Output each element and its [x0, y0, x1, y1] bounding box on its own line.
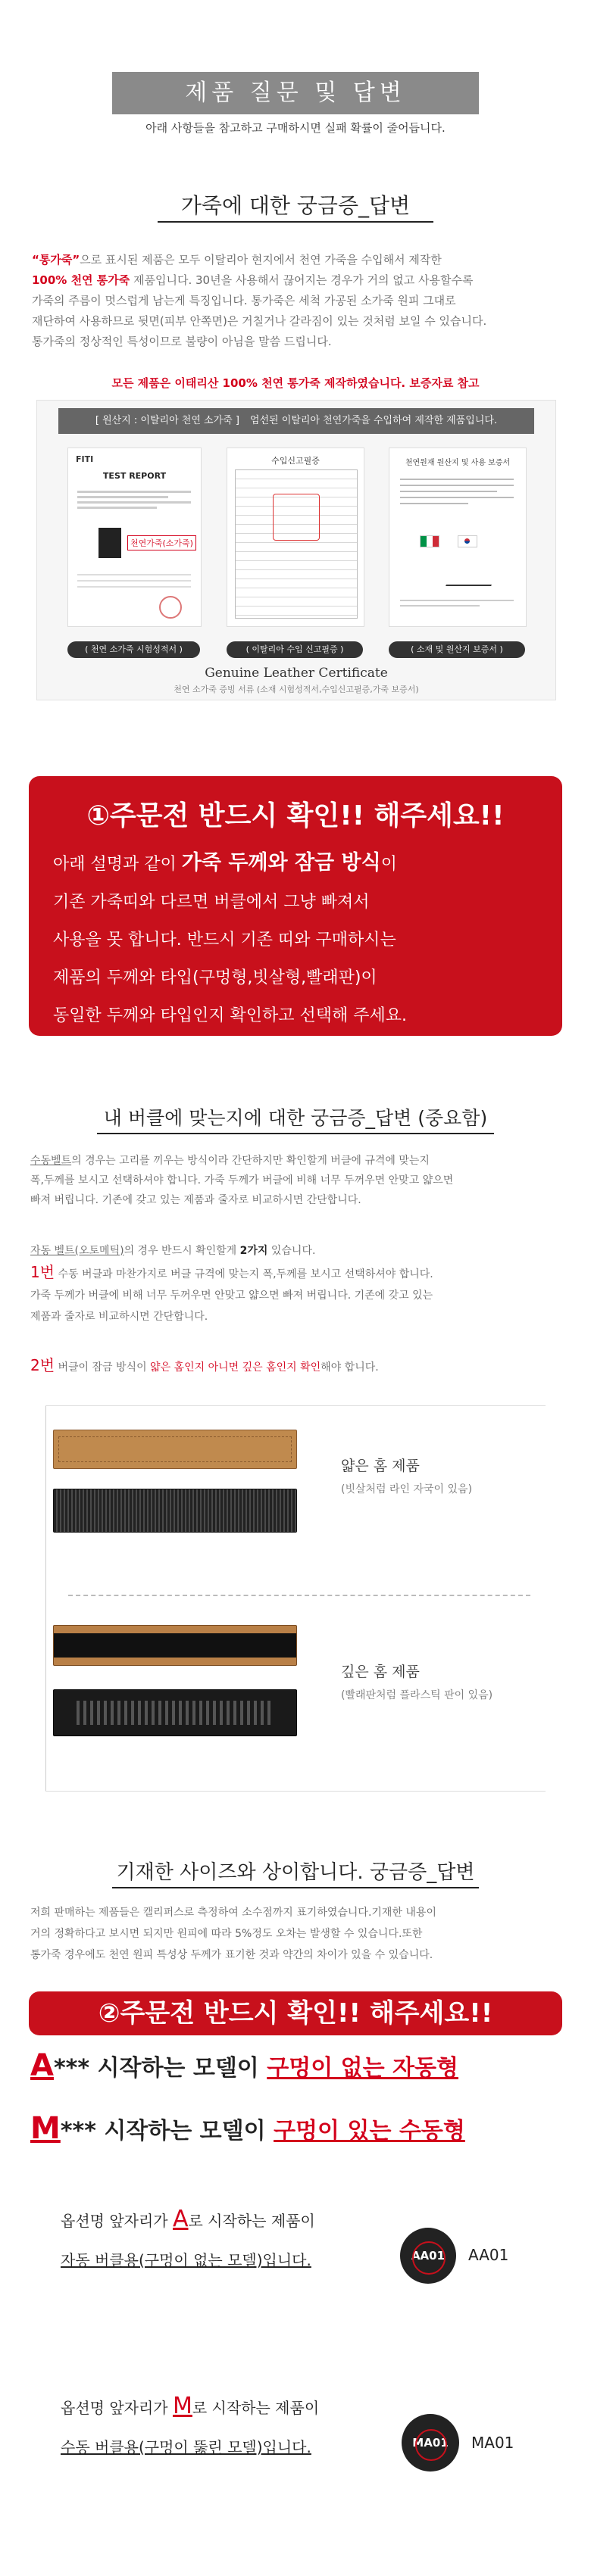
import-declaration-document — [227, 448, 364, 627]
thin-groove-sub: (빗살처럼 라인 자국이 있음) — [341, 1483, 473, 1495]
leather-paragraph — [32, 250, 562, 352]
caption-import-declaration: ( 이탈리아 수입 신고필증 ) — [227, 641, 363, 658]
manual-belt-label: 수동벨트 — [30, 1155, 72, 1167]
warning-1-line-5: 동일한 두께와 타입인지 확인하고 선택해 주세요. — [53, 1006, 408, 1025]
test-report-title: TEST REPORT — [102, 471, 167, 481]
size-title: 기재한 사이즈와 상이합니다. 궁금증_답변 — [116, 1861, 475, 1884]
italy-flag-icon — [420, 535, 439, 547]
number-1-label: 1번 — [30, 1263, 55, 1281]
buckle-paragraph-1: 수동벨트의 경우는 고리를 끼우는 방식이라 간단하지만 확인할게 버클에 규격에 맞는지 폭,두께를 보시고 선택하셔야 합니다. 가죽 두께가 버클에 비해 너무 두꺼우면 안맞고 얇으면 빠져 버립니다. 기존에 갖고 있는 제품과 줄자로 비교하시면 간단합니다. — [30, 1155, 454, 1206]
buckle-title: 내 버클에 맞는지에 대한 궁금증_답변 (중요함) — [103, 1107, 488, 1129]
model-m-badge-text: MA01 — [412, 2436, 449, 2450]
report-text-lines — [77, 488, 191, 512]
warning-1-line-2: 기존 가죽띠와 다르면 버클에서 그냥 빠져서 — [53, 893, 370, 912]
deep-groove-sub: (빨래판처럼 플라스틱 판이 있음) — [341, 1689, 493, 1701]
import-declaration-title: 수입신고필증 — [271, 456, 320, 466]
leather-line-1: “통가죽”으로 표시된 제품은 모두 이탈리아 현지에서 천연 가죽을 수입해서 제작한 — [32, 253, 442, 267]
model-a-badge — [400, 2228, 456, 2284]
model-m-code: MA01 — [471, 2434, 514, 2452]
size-paragraph: 저희 판매하는 제품들은 캘리퍼스로 측정하여 소수점까지 표기하였습니다.기재한 내용이 거의 정확하다고 보시면 되지만 원피에 따라 5%정도 오차는 발생할 수 있습니다.또한 통가죽 경우에도 천연 원피 특성상 두께가 표기한 것과 약간의 차이가 있을 수 있습니다. — [30, 1907, 436, 1961]
origin-guarantee-title: 천연원재 원산지 및 사용 보증서 — [405, 459, 511, 467]
test-report-document — [67, 448, 202, 627]
warning-2-title: ②주문전 반드시 확인!! 해주세요!! — [98, 1998, 493, 2029]
model-a-code: AA01 — [468, 2246, 509, 2264]
certificate-footer-title: Genuine Leather Certificate — [205, 666, 388, 681]
thin-groove-belt-tan — [53, 1430, 297, 1469]
panel-top-border — [45, 1405, 546, 1406]
panel-left-border — [45, 1405, 46, 1792]
buckle-paragraph-2: 자동 벨트(오토메틱)의 경우 반드시 확인할게 2가지 있습니다. 1번 수동 버클과 마찬가지로 버클 규격에 맞는지 폭,두께를 보시고 선택하셔야 합니다. 가죽 두께가 버클에 비해 너무 두꺼우면 안맞고 얇으면 빠져 버립니다. 기존에 갖고 있는 제품과 줄자로 비교하시면 간단합니다. — [30, 1245, 433, 1323]
buckle-paragraph-3: 2번 버클이 잠금 방식이 얇은 홈인지 아니면 깊은 홈인지 확인해야 합니다. — [30, 1356, 379, 1374]
warning-1-line-3: 사용을 못 합니다. 반드시 기존 띠와 구매하시는 — [53, 931, 396, 950]
buckle-title-underline — [97, 1133, 494, 1134]
warning-1-body — [53, 844, 546, 1035]
warning-1-line-1: 아래 설명과 같이 가죽 두께와 잠금 방식이 — [53, 851, 397, 875]
size-title-underline — [112, 1887, 479, 1888]
guarantee-text-lines — [400, 474, 514, 509]
model-m-badge — [402, 2414, 459, 2472]
leather-notice: 모든 제품은 이태리산 100% 천연 통가죽 제작하였습니다. 보증자료 참고 — [111, 376, 480, 390]
model-a-badge-text: AA01 — [411, 2249, 446, 2263]
certificate-footer-sub: 천연 소가죽 증빙 서류 (소재 시험성적서,수입신고필증,가죽 보증서) — [174, 685, 419, 694]
header-subtitle: 아래 사항들을 참고하고 구매하시면 실패 확률이 줄어듭니다. — [145, 121, 446, 135]
deep-groove-belt-tan — [53, 1625, 297, 1666]
guarantee-footer-lines — [400, 596, 514, 610]
caption-test-report: ( 천연 소가죽 시험성적서 ) — [67, 641, 200, 658]
model-m-description: 옵션명 앞자리가 M로 시작하는 제품이 수동 버클용(구멍이 뚫린 모델)입니다. — [61, 2393, 320, 2456]
model-a-rule: A*** 시작하는 모델이 구멍이 없는 자동형 — [30, 2048, 458, 2083]
warning-banner-2 — [29, 1991, 562, 2035]
panel-dashed-divider — [68, 1595, 530, 1596]
origin-guarantee-document — [389, 448, 527, 627]
guarantee-signature — [446, 562, 500, 586]
thin-groove-title: 얇은 홈 제품 — [341, 1458, 420, 1474]
import-red-marks — [273, 494, 320, 541]
leather-line-3: 가죽의 주름이 멋스럽게 남는게 특징입니다. 통가죽은 세척 가공된 소가죽 원피 그대로 — [32, 294, 456, 307]
report-highlight-label: 천연가죽(소가죽) — [127, 535, 196, 550]
belt-comparison-panel — [45, 1405, 546, 1792]
fiti-logo: FITI — [76, 454, 94, 464]
number-2-label: 2번 — [30, 1356, 55, 1374]
report-stamp — [159, 596, 182, 619]
auto-belt-label: 자동 벨트(오토메틱) — [30, 1245, 124, 1257]
header-title-box — [112, 72, 479, 114]
leather-line-5: 통가죽의 정상적인 특성이므로 불량이 아님을 말씀 드립니다. — [32, 335, 332, 348]
thin-groove-belt-black — [53, 1489, 297, 1533]
deep-groove-title: 깊은 홈 제품 — [341, 1664, 420, 1680]
model-m-rule: M*** 시작하는 모델이 구멍이 있는 수동형 — [30, 2111, 465, 2146]
caption-origin-guarantee: ( 소재 및 원산지 보증서 ) — [389, 641, 525, 658]
m-letter: M — [30, 2111, 61, 2146]
leather-title-underline — [158, 221, 433, 223]
a-letter: A — [30, 2048, 54, 2083]
warning-banner-1 — [29, 776, 562, 1036]
warning-1-title: ①주문전 반드시 확인!! 해주세요!! — [86, 800, 505, 831]
certificate-bar-left: [ 원산지 : 이탈리아 천연 소가죽 ] — [95, 415, 239, 426]
warning-1-line-4: 제품의 두께와 타입(구멍형,빗살형,빨래판)이 — [53, 968, 377, 987]
model-a-description: 옵션명 앞자리가 A로 시작하는 제품이 자동 버클용(구멍이 없는 모델)입니다. — [61, 2206, 315, 2269]
report-table-lines — [77, 569, 191, 592]
leather-line-2: 100% 천연 통가죽 제품입니다. 30년을 사용해서 끊어지는 경우가 거의 없고 사용할수록 — [32, 273, 474, 287]
certificate-panel — [36, 400, 556, 700]
import-declaration-grid — [235, 469, 358, 619]
leather-line-4: 재단하여 사용하므로 뒷면(피부 안쪽면)은 거칠거나 갈라짐이 있는 것처럼 보일 수 있습니다. — [32, 314, 487, 328]
korea-flag-icon — [458, 535, 477, 547]
leather-title: 가죽에 대한 궁금증_답변 — [180, 193, 411, 218]
certificate-bar — [58, 408, 534, 434]
header-title: 제품 질문 및 답변 — [185, 80, 406, 106]
certificate-bar-right: 엄선된 이탈리아 천연가죽을 수입하여 제작한 제품입니다. — [249, 415, 498, 426]
leather-sample-image — [98, 528, 121, 558]
deep-groove-belt-black — [53, 1689, 297, 1736]
panel-bottom-border — [45, 1791, 546, 1792]
